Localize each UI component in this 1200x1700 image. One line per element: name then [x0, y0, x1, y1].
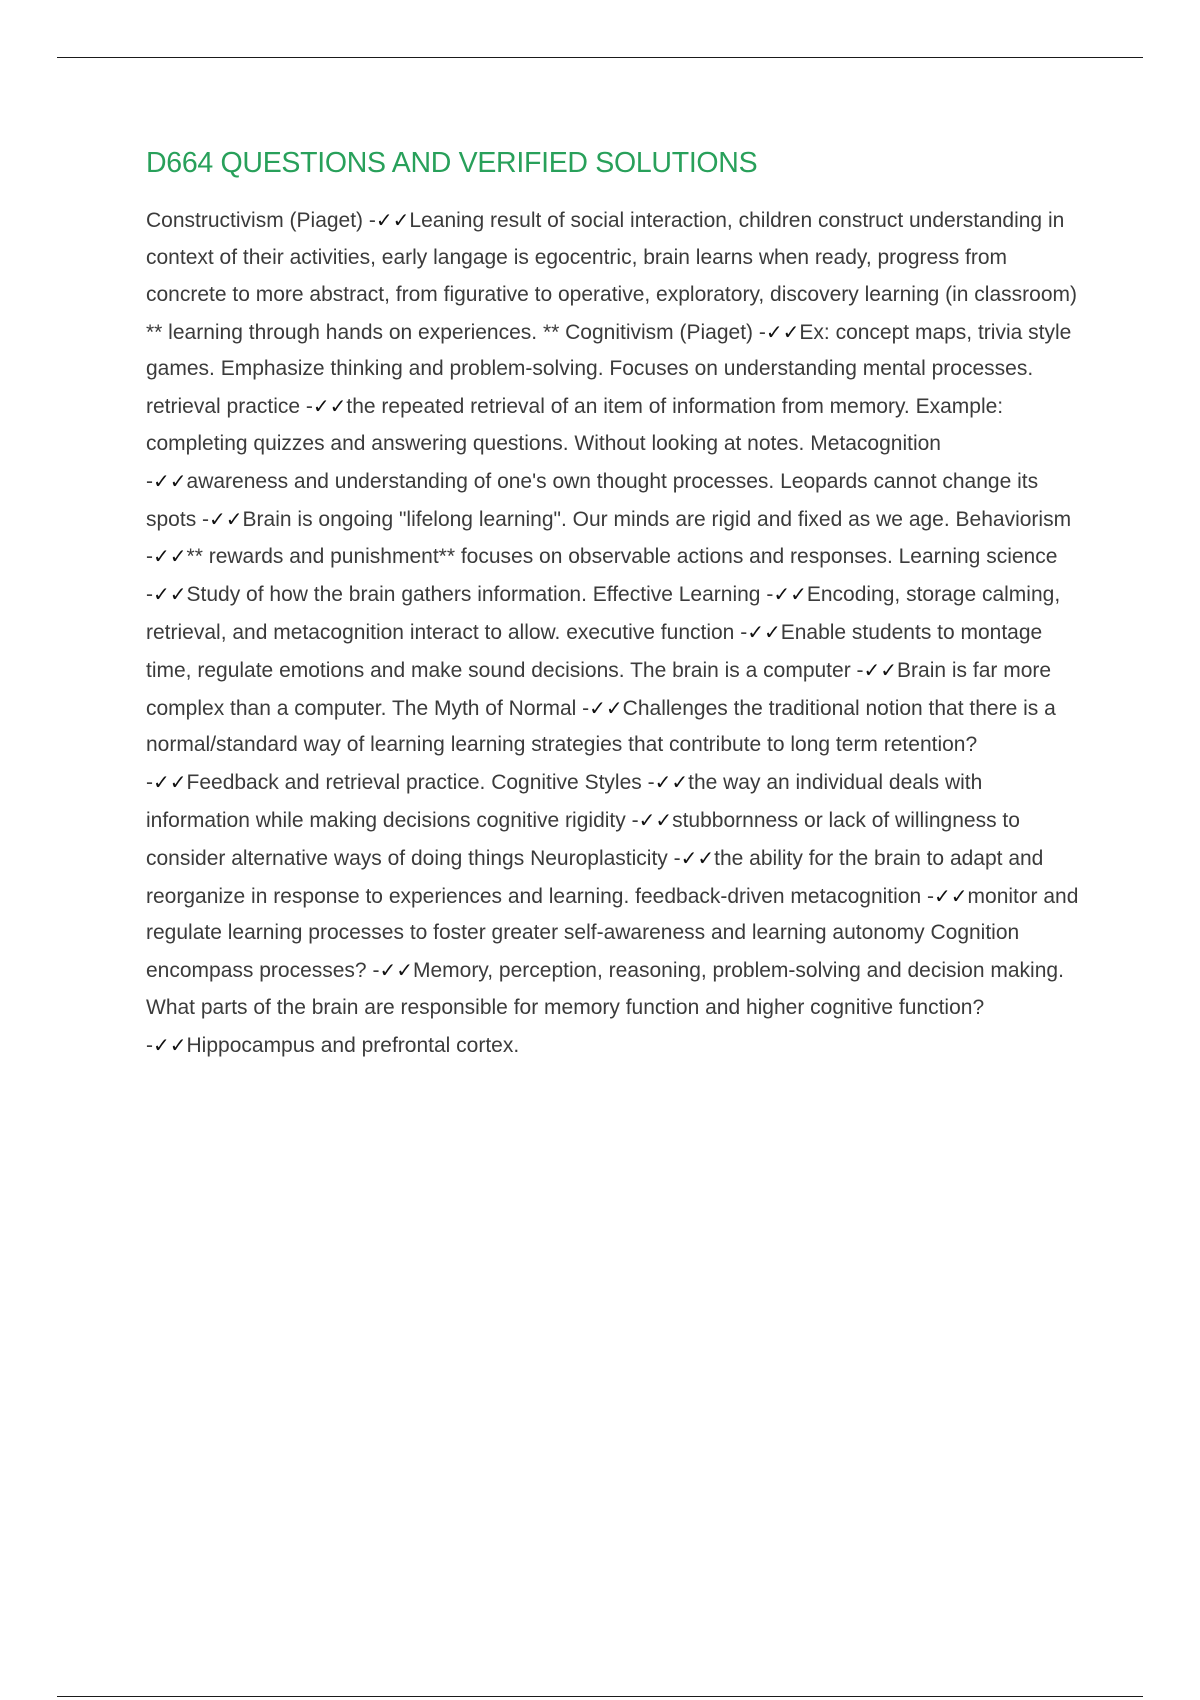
entry-separator: - — [146, 469, 153, 493]
double-check-icon: ✓✓ — [773, 582, 807, 607]
entry-separator: - — [850, 658, 864, 682]
entry-answer: the repeated retrieval of an item of information from memory. Example: completing quizzes and answering questions. Without looking at notes. — [146, 395, 1004, 455]
entry-answer: the ability for the brain to adapt and reorganize in response to experiences and learning. — [146, 846, 1044, 908]
entry-answer: Memory, perception, reasoning, problem-solving and decision making. — [412, 959, 1064, 983]
entry-term: executive function — [566, 620, 735, 644]
double-check-icon: ✓✓ — [312, 394, 347, 419]
entry-separator: - — [753, 320, 766, 344]
entry-separator: - — [641, 771, 655, 795]
double-check-icon: ✓✓ — [375, 208, 410, 233]
entry-answer: Encoding, storage calming, retrieval, and metacognition interact to allow. — [146, 583, 1061, 644]
entry-term: Learning science — [898, 545, 1058, 569]
entry-answer: Ex: concept maps, trivia style games. Emphasize thinking and problem-solving. Focuses on understanding mental processes. — [146, 320, 1072, 381]
entry-separator: - — [146, 1033, 153, 1057]
page-title: D664 QUESTIONS AND VERIFIED SOLUTIONS — [146, 147, 758, 179]
entry-term: Cognitivism (Piaget) — [565, 320, 754, 344]
entry-answer: the way an individual deals with information while making decisions — [146, 771, 983, 832]
document-body — [146, 202, 1088, 1064]
double-check-icon: ✓✓ — [765, 319, 800, 344]
double-check-icon: ✓✓ — [153, 582, 187, 607]
entry-separator: - — [921, 884, 934, 908]
double-check-icon: ✓✓ — [209, 506, 243, 531]
entry-answer: awareness and understanding of one's own thought processes. — [186, 469, 775, 493]
entry-term: retrieval practice — [146, 395, 301, 419]
entry-separator: - — [760, 583, 774, 607]
entry-separator: - — [363, 209, 376, 233]
double-check-icon: ✓✓ — [934, 883, 968, 908]
entry-separator: - — [146, 583, 153, 607]
entry-separator: - — [146, 545, 153, 569]
double-check-icon: ✓✓ — [747, 619, 781, 644]
entry-answer: stubbornness or lack of willingness to consider alternative ways of doing things — [146, 808, 1020, 870]
entry-separator: - — [146, 771, 153, 795]
page-content — [146, 146, 1088, 1065]
entry-term: learning strategies that contribute to long term retention? — [450, 733, 978, 757]
entry-answer: monitor and regulate learning processes to foster greater self-awareness and learning autonomy — [146, 884, 1079, 945]
entry-separator: - — [667, 846, 681, 870]
entry-separator: - — [576, 696, 590, 720]
entry-answer: Challenges the traditional notion that there is a normal/standard way of learning — [146, 696, 1056, 757]
entry-answer: Hippocampus and prefrontal cortex. — [186, 1033, 520, 1057]
entry-answer: Enable students to montage time, regulate emotions and make sound decisions. — [146, 620, 1043, 682]
double-check-icon: ✓✓ — [589, 695, 623, 720]
entry-separator: - — [625, 808, 639, 832]
entry-answer: Brain is far more complex than a computer. — [146, 658, 1052, 720]
double-check-icon: ✓✓ — [153, 544, 187, 569]
entry-answer: Study of how the brain gathers information. — [186, 583, 587, 607]
double-check-icon: ✓✓ — [680, 845, 715, 870]
entry-term: cognitive rigidity — [476, 808, 626, 832]
entry-answer: Leaning result of social interaction, children construct understanding in context of their activities, early langage is egocentric, brain learns when ready, progress from concrete to more abstract, from figurative to operative, exploratory, discovery learning (in classroom) ** learning through hands on experiences. ** — [146, 209, 1077, 344]
entry-term: Cognition encompass processes? — [146, 921, 1020, 983]
entry-term: The brain is a computer — [630, 658, 851, 682]
double-check-icon: ✓✓ — [153, 468, 187, 493]
entry-term: Constructivism (Piaget) — [146, 209, 364, 233]
entry-separator: - — [366, 959, 380, 983]
footer-rule — [57, 1696, 1143, 1697]
entry-term: Behaviorism — [955, 507, 1072, 531]
entry-separator: - — [734, 620, 748, 644]
header-rule — [57, 57, 1143, 58]
entry-answer: Feedback and retrieval practice. — [186, 771, 486, 795]
entry-answer: Brain is ongoing "lifelong learning". Our minds are rigid and fixed as we age. — [242, 507, 950, 531]
double-check-icon: ✓✓ — [379, 958, 413, 983]
double-check-icon: ✓✓ — [153, 1032, 187, 1057]
double-check-icon: ✓✓ — [654, 770, 689, 795]
entry-term: Leopards cannot change its spots — [146, 469, 1039, 531]
entry-term: Cognitive Styles — [491, 771, 642, 795]
double-check-icon: ✓✓ — [153, 770, 187, 795]
entry-term: What parts of the brain are responsible for memory function and higher cognitive function? — [146, 995, 985, 1019]
entry-term: Effective Learning — [592, 583, 761, 607]
entry-term: The Myth of Normal — [391, 696, 577, 720]
entry-term: Neuroplasticity — [530, 846, 668, 870]
entry-separator: - — [300, 395, 313, 419]
entry-term: feedback-driven metacognition — [635, 884, 922, 908]
double-check-icon: ✓✓ — [863, 657, 898, 682]
double-check-icon: ✓✓ — [638, 807, 673, 832]
entry-answer: ** rewards and punishment** focuses on observable actions and responses. — [186, 545, 893, 569]
qa-entry — [146, 996, 984, 1057]
entry-term: Metacognition — [810, 431, 941, 455]
entry-separator: - — [196, 507, 210, 531]
